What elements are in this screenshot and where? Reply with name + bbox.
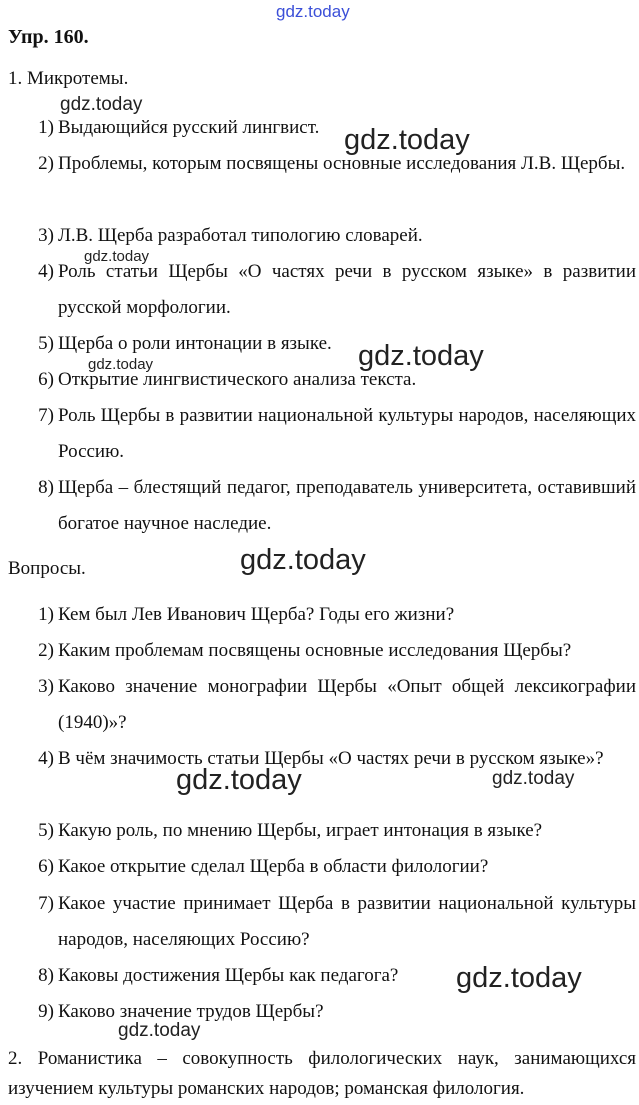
watermark-top: gdz.today — [276, 2, 350, 21]
item-number: 7) — [38, 405, 54, 426]
watermark: gdz.today — [88, 356, 154, 373]
item-text: Открытие лингвистического анализа текста. — [58, 369, 417, 390]
item-number: 4) — [38, 261, 54, 282]
item-text: Какое открытие сделал Щерба в области филологии? — [58, 856, 489, 877]
watermark: gdz.today — [60, 94, 143, 115]
item-text: Щерба – блестящий педагог, преподаватель университета, оставивший богатое научное наследие. — [58, 477, 636, 534]
definition-paragraph: 2. Романистика – совокупность филологических наук, занимающихся изучением культуры романских народов; романская филология. — [8, 1048, 636, 1099]
item-number: 8) — [38, 965, 54, 986]
exercise-title: Упр. 160. — [8, 26, 89, 48]
item-number: 3) — [38, 676, 54, 697]
item-number: 5) — [38, 333, 54, 354]
item-number: 2) — [38, 640, 54, 661]
item-text: Кем был Лев Иванович Щерба? Годы его жизни? — [58, 604, 455, 625]
watermark: gdz.today — [492, 768, 575, 789]
item-text: Какое участие принимает Щерба в развитии национальной культуры народов, населяющих Россию? — [58, 893, 636, 950]
item-text: Л.В. Щерба разработал типологию словарей. — [58, 225, 423, 246]
item-text: Какую роль, по мнению Щербы, играет интонация в языке? — [58, 820, 543, 841]
item-number: 7) — [38, 893, 54, 914]
item-number: 5) — [38, 820, 54, 841]
questions-heading: Вопросы. — [8, 558, 86, 579]
watermark: gdz.today — [344, 124, 470, 156]
item-number: 1) — [38, 604, 54, 625]
watermark: gdz.today — [240, 544, 366, 576]
item-text: Проблемы, которым посвящены основные исследования Л.В. Щербы. — [58, 153, 626, 174]
item-number: 6) — [38, 856, 54, 877]
microthemes-heading: 1. Микротемы. — [8, 68, 129, 89]
watermark: gdz.today — [456, 962, 582, 994]
watermark: gdz.today — [118, 1020, 201, 1041]
item-text: Каково значение монографии Щербы «Опыт общей лексикографии (1940)»? — [58, 676, 636, 733]
item-number: 6) — [38, 369, 54, 390]
item-text: В чём значимость статьи Щербы «О частях речи в русском языке»? — [58, 748, 604, 769]
item-text: Роль статьи Щербы «О частях речи в русском языке» в развитии русской морфологии. — [58, 261, 636, 318]
item-number: 9) — [38, 1001, 54, 1022]
item-number: 4) — [38, 748, 54, 769]
item-number: 3) — [38, 225, 54, 246]
item-text: Роль Щербы в развитии национальной культуры народов, населяющих Россию. — [58, 405, 636, 462]
item-number: 2) — [38, 153, 54, 174]
watermark: gdz.today — [358, 340, 484, 372]
item-number: 8) — [38, 477, 54, 498]
watermark: gdz.today — [84, 248, 150, 265]
item-text: Каким проблемам посвящены основные исследования Щербы? — [58, 640, 572, 661]
watermark: gdz.today — [176, 764, 302, 796]
item-text: Каково значение трудов Щербы? — [58, 1001, 324, 1022]
item-text: Каковы достижения Щербы как педагога? — [58, 965, 399, 986]
item-text: Выдающийся русский лингвист. — [58, 117, 320, 138]
item-text: Щерба о роли интонации в языке. — [58, 333, 332, 354]
item-number: 1) — [38, 117, 54, 138]
